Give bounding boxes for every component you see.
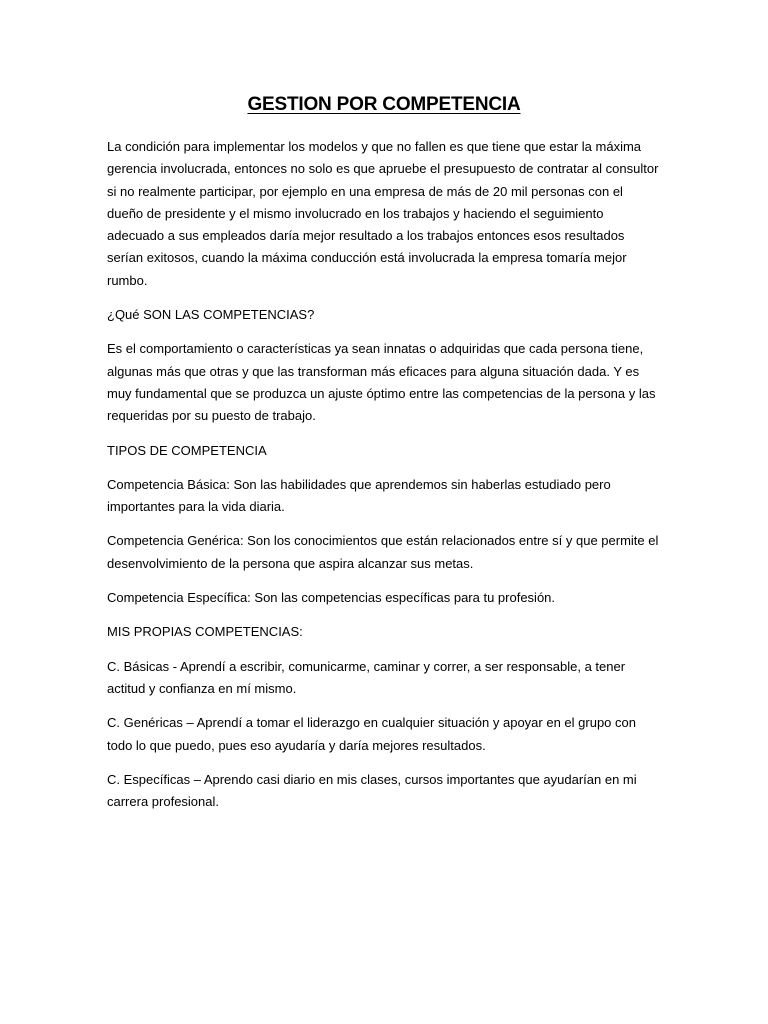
document-body	[107, 136, 659, 825]
paragraph-c-especificas: C. Específicas – Aprendo casi diario en mis clases, cursos importantes que ayudarían en mi carrera profesional.	[107, 771, 637, 810]
heading-que-son-competencias: ¿Qué SON LAS COMPETENCIAS?	[107, 307, 315, 323]
paragraph-c-basicas: C. Básicas - Aprendí a escribir, comunicarme, caminar y correr, a ser responsable, a tener actitud y confianza en mí mismo.	[107, 658, 626, 696]
heading-tipos-competencia: TIPOS DE COMPETENCIA	[107, 442, 267, 458]
paragraph-definition: Es el comportamiento o características ya sean innatas o adquiridas que cada persona tiene, algunas más que otras y que las transforman más eficaces para alguna situación dada. Y es muy fundamental que se produzca un ajuste óptimo entre las competencias de la persona y las requeridas por su puesto de trabajo.	[107, 341, 656, 424]
document-title: GESTION POR COMPETENCIA	[247, 94, 521, 115]
paragraph-competencia-especifica: Competencia Específica: Son las competencias específicas para tu profesión.	[107, 590, 556, 606]
paragraph-c-genericas: C. Genéricas – Aprendí a tomar el liderazgo en cualquier situación y apoyar en el grupo con todo lo que puedo, pues eso ayudaría y daría mejores resultados.	[107, 715, 636, 753]
heading-mis-propias-competencias: MIS PROPIAS COMPETENCIAS:	[107, 624, 303, 640]
paragraph-competencia-basica: Competencia Básica: Son las habilidades que aprendemos sin haberlas estudiado pero importantes para la vida diaria.	[107, 476, 611, 515]
paragraph-competencia-generica: Competencia Genérica: Son los conocimientos que están relacionados entre sí y que permite el desenvolvimiento de la persona que aspira alcanzar sus metas.	[107, 533, 659, 571]
paragraph-intro: La condición para implementar los modelos y que no fallen es que tiene que estar la máxima gerencia involucrada, entonces no solo es que apruebe el presupuesto de contratar al consultor si no realmente participar, por ejemplo en una empresa de más de 20 mil personas con el dueño de presidente y el mismo involucrado en los trabajos y haciendo el seguimiento adecuado a sus empleados daría mejor resultado a los trabajos entonces esos resultados serían exitosos, cuando la máxima conducción está involucrada la empresa tomaría mejor rumbo.	[107, 139, 659, 288]
